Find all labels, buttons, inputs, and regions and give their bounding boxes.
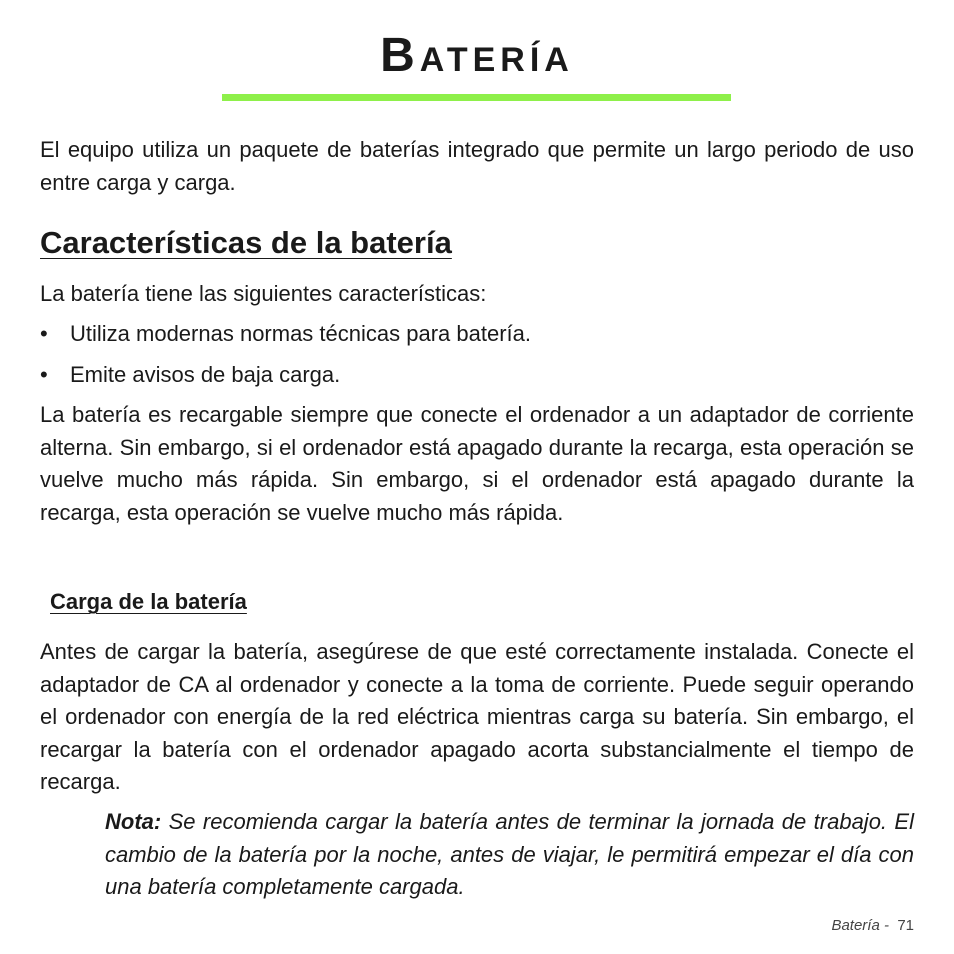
page-title: Batería	[380, 29, 574, 82]
note-label: Nota:	[105, 809, 162, 834]
bullet-icon: •	[40, 321, 48, 346]
footer-section-name: Batería -	[831, 917, 889, 934]
features-bullet-list	[40, 318, 914, 400]
list-item	[40, 359, 914, 400]
page-footer	[831, 917, 914, 934]
intro-paragraph: El equipo utiliza un paquete de baterías integrado que permite un largo periodo de uso entre carga y carga.	[40, 137, 914, 195]
note-text: Se recomienda cargar la batería antes de terminar la jornada de trabajo. El cambio de la batería por la noche, antes de viajar, le permitirá empezar el día con una batería completamente cargada.	[105, 809, 914, 899]
features-body-paragraph: La batería es recargable siempre que conecte el ordenador a un adaptador de corriente alterna. Sin embargo, si el ordenador está apagado durante la recarga, esta operación se vuelve mucho más rápida. Sin embargo, si el ordenador está apagado durante la recarga, esta operación se vuelve mucho más rápida.	[40, 402, 914, 525]
sub-heading-charging: Carga de la batería	[50, 589, 247, 614]
list-item	[40, 318, 914, 359]
page-number: 71	[897, 917, 914, 934]
section-heading-features: Características de la batería	[40, 225, 452, 260]
bullet-icon: •	[40, 362, 48, 387]
bullet-text: Emite avisos de baja carga.	[70, 362, 341, 387]
features-lead-text: La batería tiene las siguientes características:	[40, 281, 487, 306]
note-block	[105, 806, 914, 904]
title-underline-rule	[222, 94, 731, 101]
bullet-text: Utiliza modernas normas técnicas para batería.	[70, 321, 531, 346]
charging-body-paragraph: Antes de cargar la batería, asegúrese de que esté correctamente instalada. Conecte el adaptador de CA al ordenador y conecte a la toma de corriente. Puede seguir operando el ordenador con energía de la red eléctrica mientras carga su batería. Sin embargo, el recargar la batería con el ordenador apagado acorta substancialmente el tiempo de recarga.	[40, 639, 914, 794]
